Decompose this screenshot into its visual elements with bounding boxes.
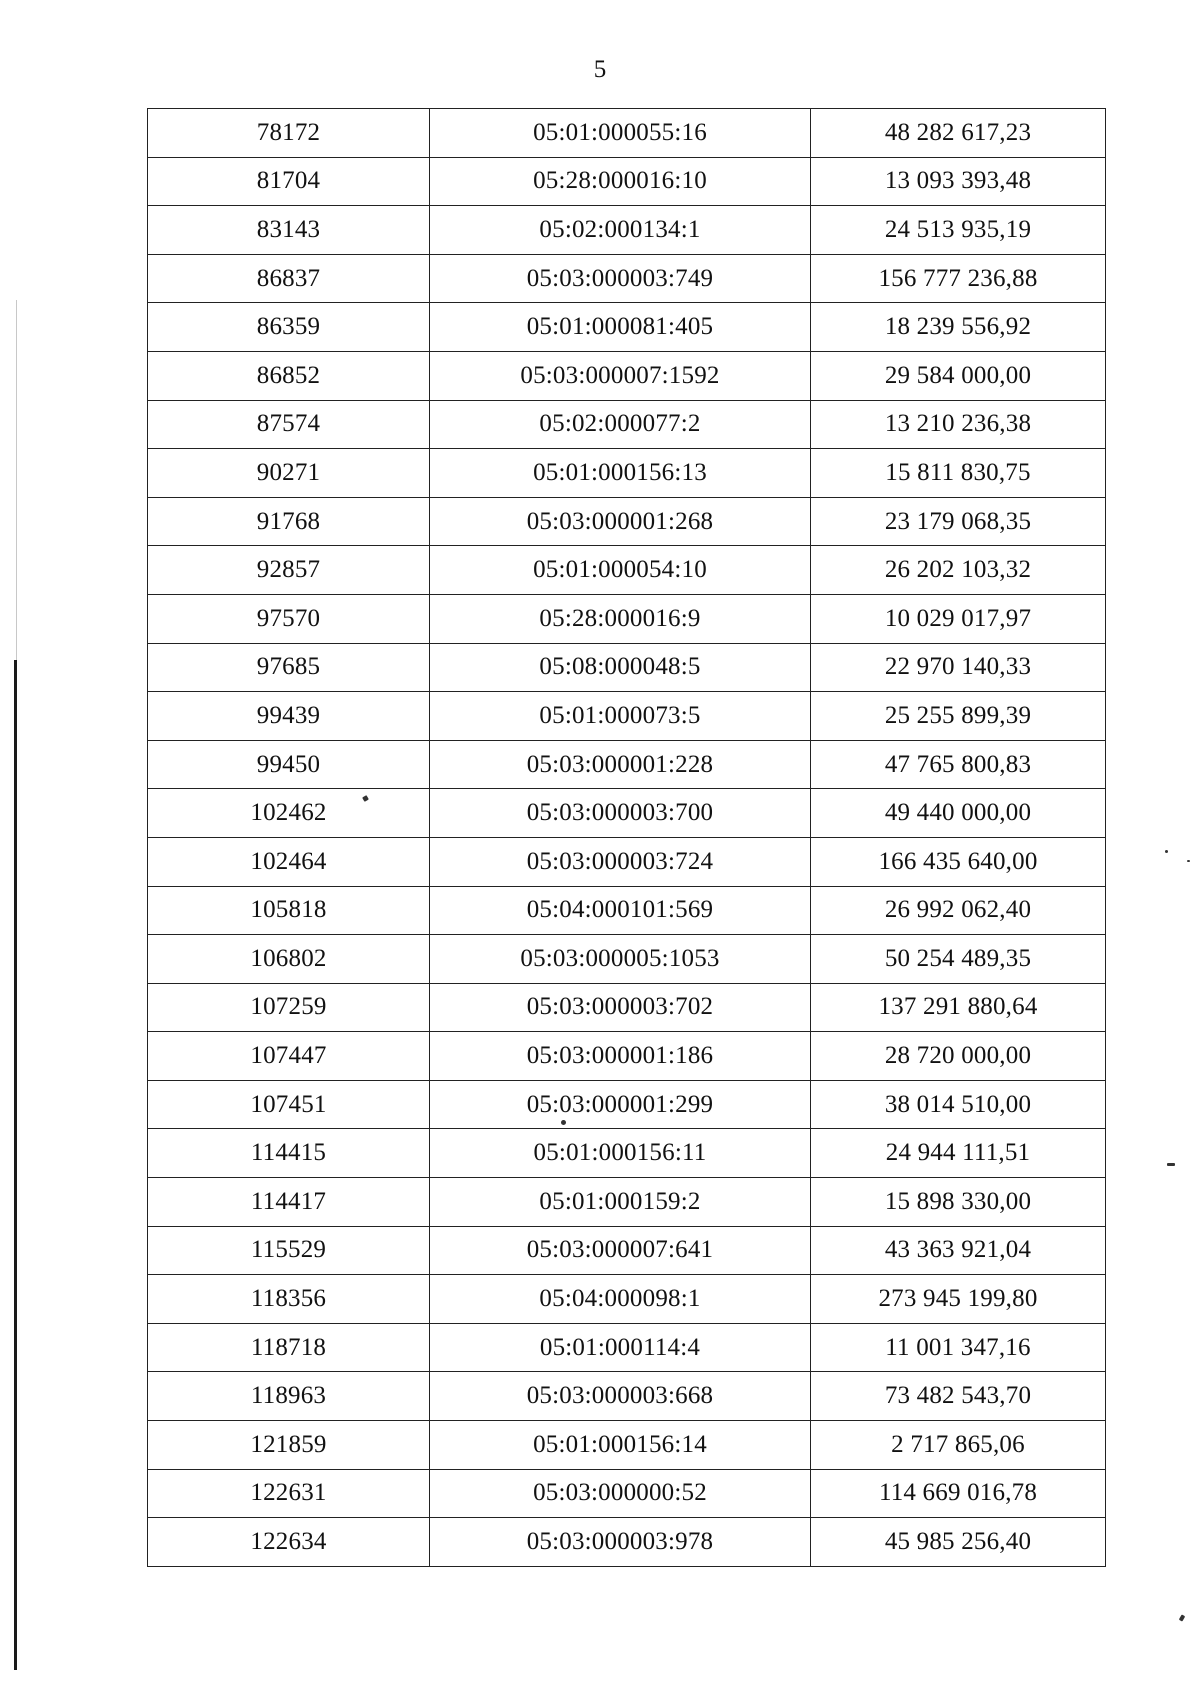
value-cell: 26 992 062,40 <box>811 886 1106 935</box>
scan-binding-edge-faint <box>16 300 17 660</box>
cadastral-number-cell: 05:01:000156:11 <box>430 1129 811 1178</box>
table-row <box>148 643 1106 692</box>
scan-speck <box>1167 1163 1175 1166</box>
value-cell: 73 482 543,70 <box>811 1372 1106 1421</box>
object-id-cell: 99439 <box>148 692 430 741</box>
value-cell: 43 363 921,04 <box>811 1226 1106 1275</box>
cadastral-number-cell: 05:03:000007:641 <box>430 1226 811 1275</box>
table-row <box>148 1032 1106 1081</box>
cadastral-number-cell: 05:03:000001:228 <box>430 740 811 789</box>
object-id-cell: 106802 <box>148 935 430 984</box>
scan-speck <box>561 1120 566 1125</box>
value-cell: 24 944 111,51 <box>811 1129 1106 1178</box>
table-row <box>148 351 1106 400</box>
table-row <box>148 1518 1106 1567</box>
cadastral-number-cell: 05:04:000101:569 <box>430 886 811 935</box>
cadastral-number-cell: 05:01:000081:405 <box>430 303 811 352</box>
object-id-cell: 114415 <box>148 1129 430 1178</box>
value-cell: 156 777 236,88 <box>811 254 1106 303</box>
object-id-cell: 122634 <box>148 1518 430 1567</box>
table-row <box>148 692 1106 741</box>
cadastral-number-cell: 05:03:000005:1053 <box>430 935 811 984</box>
table-row <box>148 1469 1106 1518</box>
cadastral-number-cell: 05:03:000001:186 <box>430 1032 811 1081</box>
cadastral-number-cell: 05:01:000055:16 <box>430 109 811 158</box>
cadastral-number-cell: 05:28:000016:9 <box>430 594 811 643</box>
object-id-cell: 105818 <box>148 886 430 935</box>
cadastral-number-cell: 05:04:000098:1 <box>430 1275 811 1324</box>
table-row <box>148 449 1106 498</box>
object-id-cell: 121859 <box>148 1421 430 1470</box>
value-cell: 166 435 640,00 <box>811 837 1106 886</box>
value-cell: 28 720 000,00 <box>811 1032 1106 1081</box>
table-row <box>148 303 1106 352</box>
cadastral-number-cell: 05:01:000156:13 <box>430 449 811 498</box>
cadastral-number-cell: 05:01:000114:4 <box>430 1323 811 1372</box>
table-row <box>148 789 1106 838</box>
object-id-cell: 92857 <box>148 546 430 595</box>
table-row <box>148 837 1106 886</box>
cadastral-number-cell: 05:03:000007:1592 <box>430 351 811 400</box>
cadastral-number-cell: 05:08:000048:5 <box>430 643 811 692</box>
object-id-cell: 78172 <box>148 109 430 158</box>
value-cell: 273 945 199,80 <box>811 1275 1106 1324</box>
value-cell: 24 513 935,19 <box>811 206 1106 255</box>
value-cell: 13 093 393,48 <box>811 157 1106 206</box>
table-row <box>148 546 1106 595</box>
table-row <box>148 1080 1106 1129</box>
page-number: 5 <box>593 56 607 83</box>
object-id-cell: 91768 <box>148 497 430 546</box>
cadastral-number-cell: 05:03:000003:724 <box>430 837 811 886</box>
cadastral-number-cell: 05:01:000156:14 <box>430 1421 811 1470</box>
scan-speck <box>1179 1614 1185 1621</box>
value-cell: 137 291 880,64 <box>811 983 1106 1032</box>
object-id-cell: 86852 <box>148 351 430 400</box>
table-row <box>148 1226 1106 1275</box>
cadastral-number-cell: 05:03:000000:52 <box>430 1469 811 1518</box>
object-id-cell: 97685 <box>148 643 430 692</box>
object-id-cell: 86837 <box>148 254 430 303</box>
object-id-cell: 114417 <box>148 1178 430 1227</box>
value-cell: 114 669 016,78 <box>811 1469 1106 1518</box>
value-cell: 49 440 000,00 <box>811 789 1106 838</box>
table-row <box>148 594 1106 643</box>
object-id-cell: 102464 <box>148 837 430 886</box>
cadastral-number-cell: 05:03:000001:299 <box>430 1080 811 1129</box>
value-cell: 15 898 330,00 <box>811 1178 1106 1227</box>
table-row <box>148 206 1106 255</box>
cadastral-number-cell: 05:02:000077:2 <box>430 400 811 449</box>
table-row <box>148 1178 1106 1227</box>
value-cell: 13 210 236,38 <box>811 400 1106 449</box>
table-row <box>148 400 1106 449</box>
object-id-cell: 87574 <box>148 400 430 449</box>
value-cell: 11 001 347,16 <box>811 1323 1106 1372</box>
cadastral-number-cell: 05:02:000134:1 <box>430 206 811 255</box>
table-row <box>148 740 1106 789</box>
table-row <box>148 1372 1106 1421</box>
object-id-cell: 86359 <box>148 303 430 352</box>
registry-table-body <box>148 109 1106 1567</box>
table-row <box>148 254 1106 303</box>
scan-speck <box>1187 860 1190 862</box>
cadastral-number-cell: 05:28:000016:10 <box>430 157 811 206</box>
table-row <box>148 983 1106 1032</box>
object-id-cell: 118356 <box>148 1275 430 1324</box>
cadastral-number-cell: 05:01:000054:10 <box>430 546 811 595</box>
object-id-cell: 118963 <box>148 1372 430 1421</box>
object-id-cell: 83143 <box>148 206 430 255</box>
value-cell: 10 029 017,97 <box>811 594 1106 643</box>
object-id-cell: 97570 <box>148 594 430 643</box>
value-cell: 23 179 068,35 <box>811 497 1106 546</box>
scan-binding-edge <box>14 660 17 1670</box>
value-cell: 50 254 489,35 <box>811 935 1106 984</box>
cadastral-number-cell: 05:03:000003:978 <box>430 1518 811 1567</box>
object-id-cell: 107259 <box>148 983 430 1032</box>
table-row <box>148 157 1106 206</box>
value-cell: 48 282 617,23 <box>811 109 1106 158</box>
value-cell: 18 239 556,92 <box>811 303 1106 352</box>
value-cell: 47 765 800,83 <box>811 740 1106 789</box>
value-cell: 26 202 103,32 <box>811 546 1106 595</box>
table-row <box>148 109 1106 158</box>
registry-table <box>147 108 1106 1567</box>
table-row <box>148 886 1106 935</box>
value-cell: 22 970 140,33 <box>811 643 1106 692</box>
object-id-cell: 99450 <box>148 740 430 789</box>
table-row <box>148 1421 1106 1470</box>
object-id-cell: 122631 <box>148 1469 430 1518</box>
cadastral-number-cell: 05:03:000001:268 <box>430 497 811 546</box>
scan-speck <box>1165 850 1168 853</box>
object-id-cell: 107451 <box>148 1080 430 1129</box>
value-cell: 29 584 000,00 <box>811 351 1106 400</box>
table-row <box>148 935 1106 984</box>
cadastral-number-cell: 05:03:000003:700 <box>430 789 811 838</box>
value-cell: 25 255 899,39 <box>811 692 1106 741</box>
object-id-cell: 107447 <box>148 1032 430 1081</box>
cadastral-number-cell: 05:03:000003:702 <box>430 983 811 1032</box>
cadastral-number-cell: 05:01:000073:5 <box>430 692 811 741</box>
object-id-cell: 90271 <box>148 449 430 498</box>
object-id-cell: 102462 <box>148 789 430 838</box>
cadastral-number-cell: 05:03:000003:668 <box>430 1372 811 1421</box>
value-cell: 15 811 830,75 <box>811 449 1106 498</box>
cadastral-number-cell: 05:03:000003:749 <box>430 254 811 303</box>
value-cell: 45 985 256,40 <box>811 1518 1106 1567</box>
object-id-cell: 115529 <box>148 1226 430 1275</box>
object-id-cell: 81704 <box>148 157 430 206</box>
value-cell: 38 014 510,00 <box>811 1080 1106 1129</box>
object-id-cell: 118718 <box>148 1323 430 1372</box>
table-row <box>148 1129 1106 1178</box>
cadastral-number-cell: 05:01:000159:2 <box>430 1178 811 1227</box>
value-cell: 2 717 865,06 <box>811 1421 1106 1470</box>
table-row <box>148 1323 1106 1372</box>
table-row <box>148 1275 1106 1324</box>
table-row <box>148 497 1106 546</box>
